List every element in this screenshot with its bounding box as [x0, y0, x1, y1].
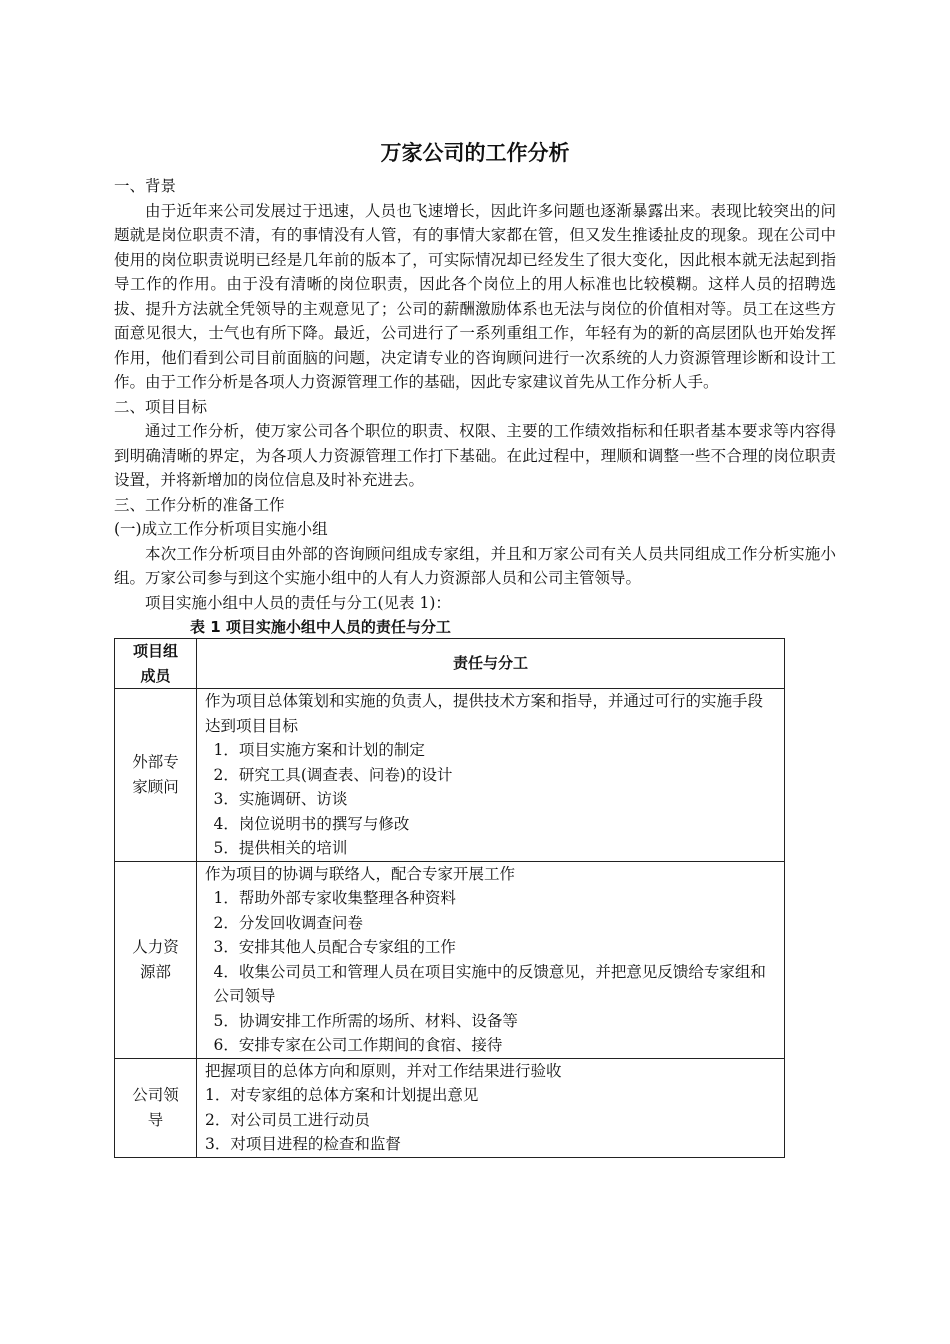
member-cell: 外部专家顾问 — [115, 689, 197, 862]
responsibility-cell — [197, 689, 785, 862]
paragraph-background: 由于近年来公司发展过于迅速，人员也飞速增长，因此许多问题也逐渐暴露出来。表现比较突出的问题就是岗位职责不清，有的事情没有人管，有的事情大家都在管，但又发生推诿扯皮的现象。现在公司中使用的岗位职责说明已经是几年前的版本了，可实际情况却已经发生了很大变化，因此根本就无法起到指导工作的作用。由于没有清晰的岗位职责，因此各个岗位上的用人标准也比较模糊。这样人员的招聘选拔、提升方法就全凭领导的主观意见了；公司的薪酬激励体系也无法与岗位的价值相对等。员工在这些方面意见很大，士气也有所下降。最近，公司进行了一系列重组工作，年轻有为的新的高层团队也开始发挥作用，他们看到公司目前面脑的问题，决定请专业的咨询顾问进行一次系统的人力资源管理诊断和设计工作。由于工作分析是各项人力资源管理工作的基础，因此专家建议首先从工作分析人手。 — [114, 201, 836, 391]
section-heading-background: 一、背景 — [114, 177, 177, 195]
responsibility-intro: 把握项目的总体方向和原则，并对工作结果进行验收 — [205, 1061, 562, 1080]
responsibility-table — [114, 638, 785, 1158]
table-row — [115, 861, 785, 1058]
paragraph-goal: 通过工作分析，使万家公司各个职位的职责、权限、主要的工作绩效指标和任职者基本要求等内容得到明确清晰的界定，为各项人力资源管理工作打下基础。在此过程中，理顺和调整一些不合理的岗位职责设置，并将新增加的岗位信息及时补充进去。 — [114, 422, 836, 489]
header-responsibility: 责任与分工 — [197, 639, 785, 689]
table-caption: 表 1 项目实施小组中人员的责任与分工 — [190, 618, 451, 636]
document-page — [114, 138, 836, 1158]
document-title: 万家公司的工作分析 — [380, 141, 570, 165]
list-item: 3．对项目进程的检查和监督 — [205, 1135, 401, 1153]
list-item: 1．项目实施方案和计划的制定 — [213, 741, 425, 759]
list-item: 4．收集公司员工和管理人员在项目实施中的反馈意见，并把意见反馈给专家组和公司领导 — [213, 962, 766, 1005]
member-cell: 人力资源部 — [115, 861, 197, 1058]
responsibility-intro: 作为项目的协调与联络人，配合专家开展工作 — [205, 864, 516, 883]
paragraph-preparation: 本次工作分析项目由外部的咨询顾问组成专家组，并且和万家公司有关人员共同组成工作分析实施小组。万家公司参与到这个实施小组中的人有人力资源部人员和公司主管领导。 — [114, 544, 836, 587]
list-item: 5．协调安排工作所需的场所、材料、设备等 — [213, 1011, 518, 1030]
section-heading-goal: 二、项目目标 — [114, 397, 208, 416]
member-cell: 公司领导 — [115, 1058, 197, 1157]
list-item: 5．提供相关的培训 — [213, 839, 348, 857]
list-item: 3．实施调研、访谈 — [213, 790, 348, 808]
header-member: 项目组成员 — [115, 639, 197, 689]
table-row — [115, 689, 785, 862]
list-item: 6．安排专家在公司工作期间的食宿、接待 — [213, 1036, 503, 1054]
list-item: 3．安排其他人员配合专家组的工作 — [213, 938, 456, 956]
responsibility-cell — [197, 1058, 785, 1157]
section-heading-preparation: 三、工作分析的准备工作 — [114, 495, 285, 514]
subsection-heading-team: (一)成立工作分析项目实施小组 — [114, 520, 328, 538]
table-header-row — [115, 639, 785, 689]
list-item: 2．对公司员工进行动员 — [205, 1110, 370, 1129]
responsibility-cell — [197, 861, 785, 1058]
paragraph-table-intro: 项目实施小组中人员的责任与分工(见表 1)： — [145, 593, 451, 612]
list-item: 1．对专家组的总体方案和计划提出意见 — [205, 1086, 479, 1104]
list-item: 1．帮助外部专家收集整理各种资料 — [213, 889, 456, 907]
list-item: 2．研究工具(调查表、问卷)的设计 — [213, 765, 453, 784]
responsibility-intro: 作为项目总体策划和实施的负责人，提供技术方案和指导，并通过可行的实施手段达到项目目标 — [205, 692, 764, 735]
list-item: 4．岗位说明书的撰写与修改 — [213, 814, 410, 833]
table-row — [115, 1058, 785, 1157]
list-item: 2．分发回收调查问卷 — [213, 913, 363, 932]
